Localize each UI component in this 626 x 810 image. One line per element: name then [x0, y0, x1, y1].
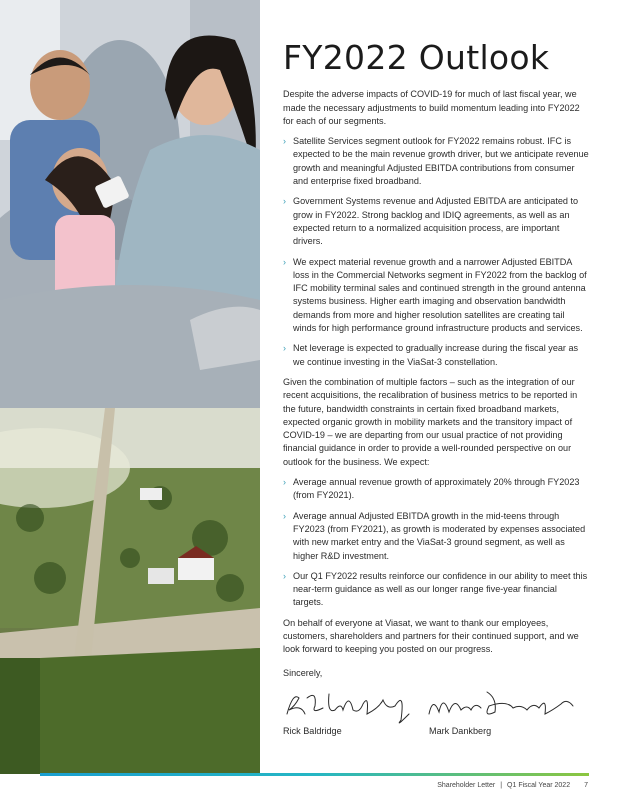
- intro-paragraph: Despite the adverse impacts of COVID-19 for much of last fiscal year, we made the necessary adjustments to build momentum leading into FY2022 for each of our segments.: [283, 89, 580, 126]
- page-footer: [437, 782, 588, 789]
- list-item: › Net leverage is expected to gradually increase during the fiscal year as we continue investing in the ViaSat-3 constellation.: [283, 343, 579, 367]
- signer-name: Mark Dankberg: [429, 725, 492, 736]
- page-title: FY2022 Outlook: [283, 38, 550, 77]
- chevron-right-icon: ›: [283, 136, 286, 147]
- chevron-right-icon: ›: [283, 510, 286, 521]
- signer-name: Rick Baldridge: [283, 725, 342, 736]
- chevron-right-icon: ›: [283, 570, 286, 581]
- sincerely-text: Sincerely,: [283, 667, 323, 678]
- footer-separator: |: [500, 782, 503, 789]
- page-number: 7: [584, 782, 588, 789]
- list-item: › Government Systems revenue and Adjusted EBITDA are anticipated to grow in FY2022. Strong backlog and IDIQ agreements, as well as an expected return to a normalized acquisition process, are important drivers.: [283, 196, 579, 247]
- signature-dankberg: [429, 692, 573, 714]
- list-item: › Our Q1 FY2022 results reinforce our confidence in our ability to meet this near-term guidance as well as our longer range five-year financial targets.: [283, 570, 588, 608]
- closing-paragraph: On behalf of everyone at Viasat, we want to thank our employees, customers, shareholders and partners for their continued support, and we look forward to keeping you posted on our progress.: [283, 617, 579, 655]
- list-item: › Average annual revenue growth of approximately 20% through FY2023 (from FY2021).: [283, 477, 580, 501]
- footer-period: Q1 Fiscal Year 2022: [507, 782, 571, 789]
- chevron-right-icon: ›: [283, 256, 286, 267]
- outlook-content: [283, 40, 589, 736]
- guidance-list: [283, 476, 589, 610]
- chevron-right-icon: ›: [283, 343, 286, 354]
- footer-gradient-bar: [40, 773, 589, 776]
- rural-farmland-aerial-photo: [0, 408, 260, 774]
- segment-outlook-list: [283, 135, 589, 369]
- signatures: [283, 684, 589, 726]
- list-item: › We expect material revenue growth and a narrower Adjusted EBITDA loss in the Commercial Networks segment in FY2022 from the backlog of IFC mobility terminal sales and continued strength in the ground antenna systems business. Higher earth imaging and observation bandwidth demands from more and higher resolution satellites are creating tail winds for high performance ground infrastructure products and services.: [283, 256, 587, 334]
- list-item: › Average annual Adjusted EBITDA growth in the mid-teens through FY2023 (from FY2021), as growth is moderated by expenses associated with new market entry and the ViaSat-3 ground segment, as well as higher R&D investment.: [283, 510, 586, 561]
- signer-names: [283, 726, 589, 736]
- chevron-right-icon: ›: [283, 196, 286, 207]
- guidance-paragraph: Given the combination of multiple factors – such as the integration of our recent acquisitions, the recalibration of business metrics to be reported in the future, bandwidth constraints in certain fixed broadband markets, expected organic growth in mobility markets and the transitory impact of COVID-19 – we are departing from our usual practice of not providing financial guidance in order to provide a well-rounded perspective on our outlook for the business. We expect:: [283, 376, 578, 467]
- signature-baldridge: [287, 694, 409, 723]
- airplane-passengers-photo: [0, 0, 260, 408]
- footer-doc-title: Shareholder Letter: [437, 782, 496, 789]
- chevron-right-icon: ›: [283, 477, 286, 488]
- list-item: › Satellite Services segment outlook for FY2022 remains robust. IFC is expected to be the main revenue growth driver, but we anticipate revenue growth and meaningful Adjusted EBITDA contributions from consumer and enterprise fixed broadband.: [283, 136, 589, 187]
